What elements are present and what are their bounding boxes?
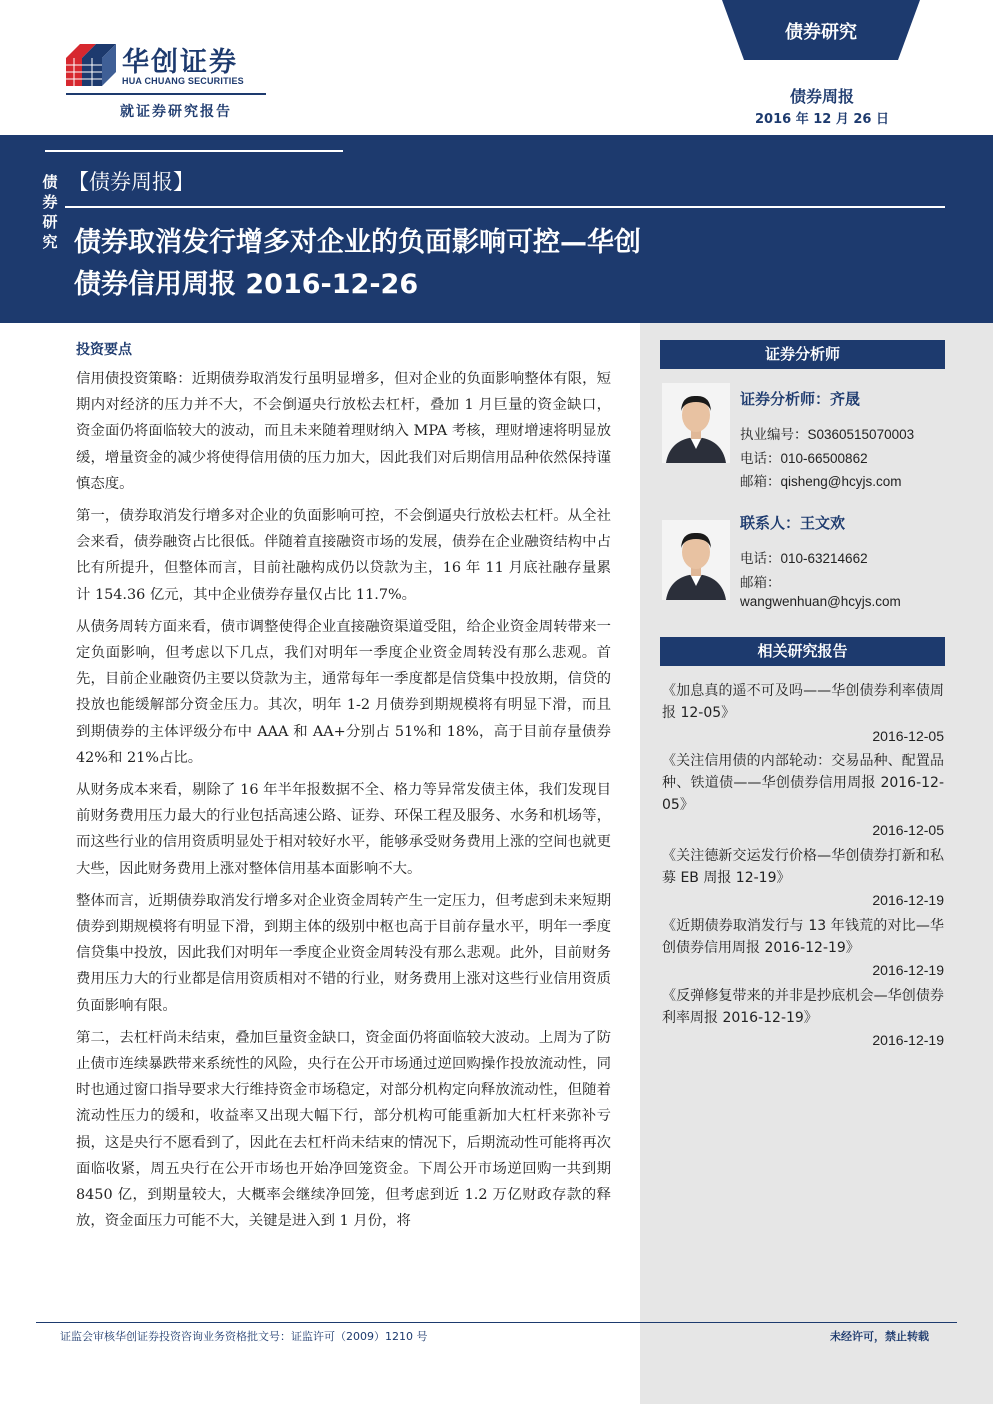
body-paragraph: 从财务成本来看，剔除了 16 年半年报数据不全、格力等异常发债主体，我们发现目前财务费用压力最大的行业包括高速公路、证券、环保工程及服务、水务和机场等，而这些行业的信用资质明显处于相对较好水平，能够承受财务费用上涨的空间也就更大些，因此财务费用上涨对整体信用基本面影响不大。: [76, 782, 611, 877]
related-report-date: 2016-12-19: [872, 1032, 944, 1048]
analyst-cert-number: 执业编号：S0360515070003: [740, 427, 915, 442]
brand-name-cn: 华创证券: [122, 47, 238, 78]
body-paragraph: 从债务周转方面来看，债市调整使得企业直接融资渠道受阻，给企业资金周转带来一定负面影响，但考虑以下几点，我们对明年一季度企业资金周转没有那么悲观。首先，目前企业融资仍主要以贷款为主，通常每年一季度都是信贷集中投放期，信贷的投放也能缓解部分资金压力。其次，明年 1-2 月债券到期规模将有明显下滑，而且到期债券的主体评级分布中 AAA 和 AA+分别占 51%和 18%，高于目前存量债券 42%和 21%占比。: [76, 618, 611, 766]
vertical-section-label: 债券研究: [42, 173, 58, 251]
main-content: [76, 338, 611, 1241]
contact-name: 联系人：王文欢: [740, 514, 846, 532]
contact-photo: [662, 520, 730, 600]
related-report-date: 2016-12-05: [872, 822, 944, 838]
person-avatar-icon: [662, 520, 730, 600]
analyst-section-header: 证券分析师: [660, 340, 945, 369]
report-tag: 【债券周报】: [68, 170, 194, 194]
contact-email: wangwenhuan@hcyjs.com: [740, 594, 901, 609]
related-report-link[interactable]: 《反弹修复带来的并非是抄底机会—华创债券利率周报 2016-12-19》: [662, 988, 944, 1026]
analyst-name: 证券分析师：齐晟: [740, 390, 861, 408]
category-tab-label: 债券研究: [785, 22, 857, 43]
related-report-date: 2016-12-19: [872, 962, 944, 978]
related-report-date: 2016-12-19: [872, 892, 944, 908]
related-report-link[interactable]: 《关注德新交运发行价格—华创债券打新和私募 EB 周报 12-19》: [662, 848, 944, 886]
analyst-photo: [662, 383, 730, 463]
brand-divider: [66, 93, 266, 95]
brand-name-en: HUA CHUANG SECURITIES: [122, 76, 244, 86]
body-paragraph: 第二，去杠杆尚未结束，叠加巨量资金缺口，资金面仍将面临较大波动。上周为了防止债市连续暴跌带来系统性的风险，央行在公开市场通过逆回购操作投放流动性，同时也通过窗口指导要求大行维持资金市场稳定，对部分机构定向释放流动性，但随着流动性压力的缓和，收益率又出现大幅下行，部分机构可能重新加大杠杆来弥补亏损，这是央行不愿看到了，因此在去杠杆尚未结束的情况下，后期流动性可能将再次面临收紧，周五央行在公开市场也开始净回笼资金。下周公开市场逆回购一共到期 8450 亿，到期量较大，大概率会继续净回笼，但考虑到近 1.2 万亿财政存款的释放，资金面压力可能不大，关键是进入到 1 月份，将: [76, 1029, 611, 1230]
related-report-link[interactable]: 《关注信用债的内部轮动：交易品种、配置品种、铁道债——华创债券信用周报 2016-12-05》: [662, 753, 944, 813]
report-type: 债券周报: [789, 87, 854, 106]
related-report-link[interactable]: 《加息真的遥不可及吗——华创债券利率债周报 12-05》: [662, 683, 944, 721]
related-report-link[interactable]: 《近期债券取消发行与 13 年钱荒的对比—华创债券信用周报 2016-12-19》: [662, 918, 944, 956]
analyst-phone: 电话：010-66500862: [740, 451, 868, 466]
related-report-date: 2016-12-05: [872, 728, 944, 744]
body-paragraph: 整体而言，近期债券取消发行增多对企业资金周转产生一定压力，但考虑到未来短期债券到期规模将有明显下滑，到期主体的级别中枢也高于目前存量水平，明年一季度信贷集中投放，因此我们对明年一季度企业资金周转没有那么悲观。此外，目前财务费用压力大的行业都是信用资质相对不错的行业，财务费用上涨对这些行业信用资质负面影响有限。: [76, 892, 611, 1014]
related-reports-header: 相关研究报告: [660, 637, 945, 666]
brand-logo-icon: [66, 44, 116, 86]
body-paragraph: 信用债投资策略：近期债券取消发行虽明显增多，但对企业的负面影响整体有限，短期内对经济的压力并不大，不会倒逼央行放松去杠杆，叠加 1 月巨量的资金缺口，资金面仍将面临较大的波动，而且未来随着理财纳入 MPA 考核，理财增速将明显放缓，增量资金的减少将使得信用债的压力加大，因此我们对后期信用品种依然保持谨慎态度。: [76, 371, 611, 492]
contact-phone: 电话：010-63214662: [740, 551, 868, 566]
banner-rule-short: [45, 150, 343, 152]
footer-divider: [36, 1322, 957, 1323]
footer-notice: 未经许可，禁止转载: [830, 1330, 929, 1343]
person-avatar-icon: [662, 383, 730, 463]
analyst-email: 邮箱：qisheng@hcyjs.com: [740, 474, 902, 489]
footer-license: 证监会审核华创证券投资咨询业务资格批文号：证监许可（2009）1210 号: [60, 1330, 428, 1343]
section-title: 投资要点: [76, 342, 132, 358]
contact-email-label: 邮箱：: [740, 575, 781, 590]
brand-tagline: 就证券研究报告: [120, 104, 232, 120]
body-paragraph: 第一，债券取消发行增多对企业的负面影响可控，不会倒逼央行放松去杠杆。从全社会来看，债券融资占比很低。伴随着直接融资市场的发展，债券在企业融资结构中占比有所提升，但整体而言，目前社融构成仍以贷款为主，16 年 11 月底社融存量累计 154.36 亿元，其中企业债券存量仅占比 11.7%。: [76, 508, 611, 603]
banner-rule-long: [65, 206, 945, 208]
report-title: 债券取消发行增多对企业的负面影响可控—华创债券信用周报 2016-12-26: [74, 227, 641, 300]
report-date: 2016 年 12 月 26 日: [755, 112, 889, 127]
